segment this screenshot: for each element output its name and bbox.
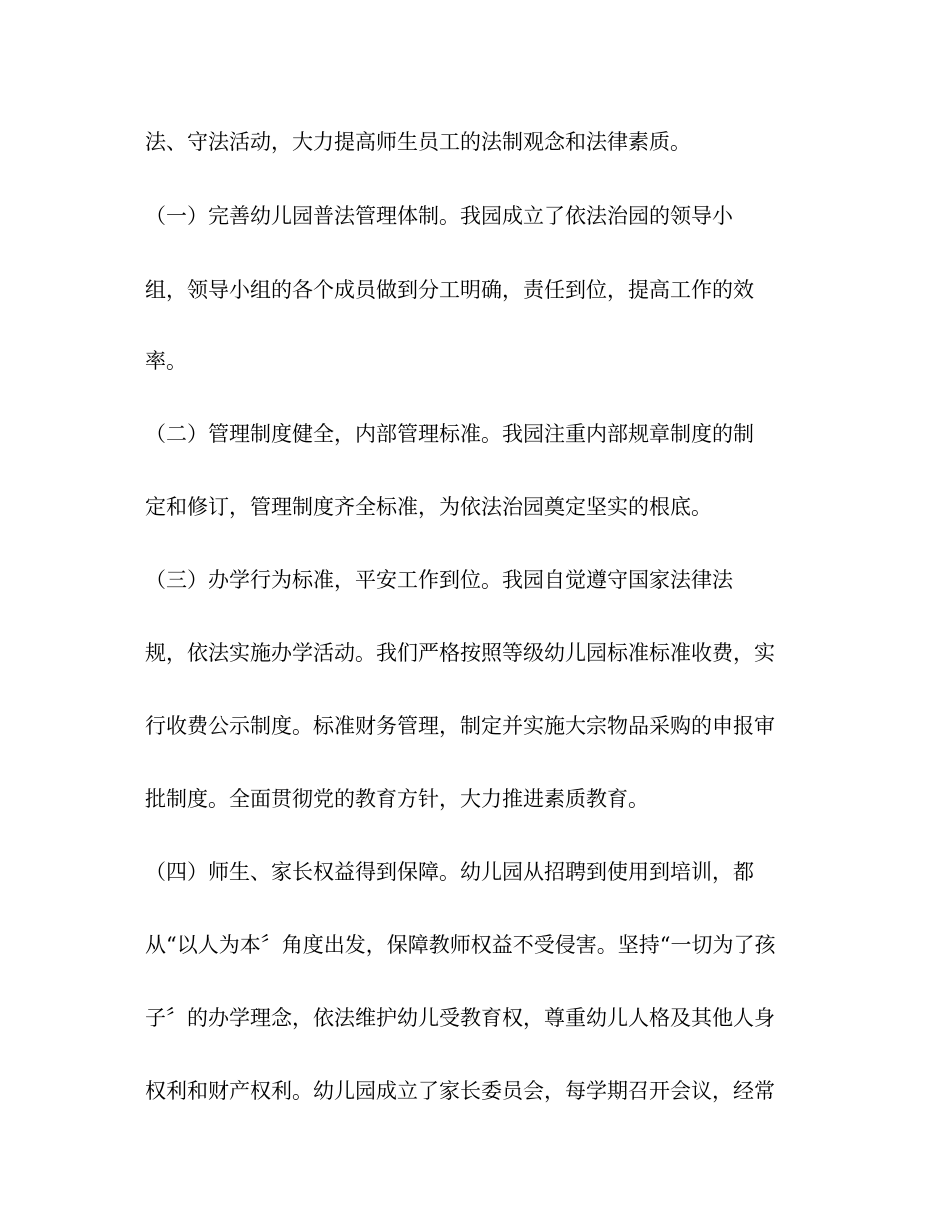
text-line-3: 组，领导小组的各个成员做到分工明确，责任到位，提高工作的效: [145, 278, 754, 302]
text-line-8: 规，依法实施办学活动。我们严格按照等级幼儿园标准标准收费，实: [145, 641, 775, 665]
text-line-10: 批制度。全面贯彻党的教育方针，大力推进素质教育。: [145, 787, 649, 811]
text-line-14: 权利和财产权利。幼儿园成立了家长委员会，每学期召开会议，经常: [145, 1079, 775, 1103]
text-line-5: （二）管理制度健全，内部管理标准。我园注重内部规章制度的制: [145, 422, 754, 446]
text-line-4: 率。: [145, 349, 187, 373]
text-line-7: （三）办学行为标准，平安工作到位。我园自觉遵守国家法律法: [145, 568, 733, 592]
text-line-6: 定和修订，管理制度齐全标准，为依法治园奠定坚实的根底。: [145, 495, 712, 519]
text-line-13: 子〞的办学理念，依法维护幼儿受教育权，尊重幼儿人格及其他人身: [145, 1006, 775, 1030]
text-line-1: 法、守法活动，大力提高师生员工的法制观念和法律素质。: [145, 130, 691, 154]
text-line-12: 从“以人为本〞角度出发，保障教师权益不受侵害。坚持“一切为了孩: [145, 933, 776, 957]
text-line-9: 行收费公示制度。标准财务管理，制定并实施大宗物品采购的申报审: [145, 714, 775, 738]
text-line-11: （四）师生、家长权益得到保障。幼儿园从招聘到使用到培训，都: [145, 860, 754, 884]
text-line-2: （一）完善幼儿园普法管理体制。我园成立了依法治园的领导小: [145, 204, 733, 228]
